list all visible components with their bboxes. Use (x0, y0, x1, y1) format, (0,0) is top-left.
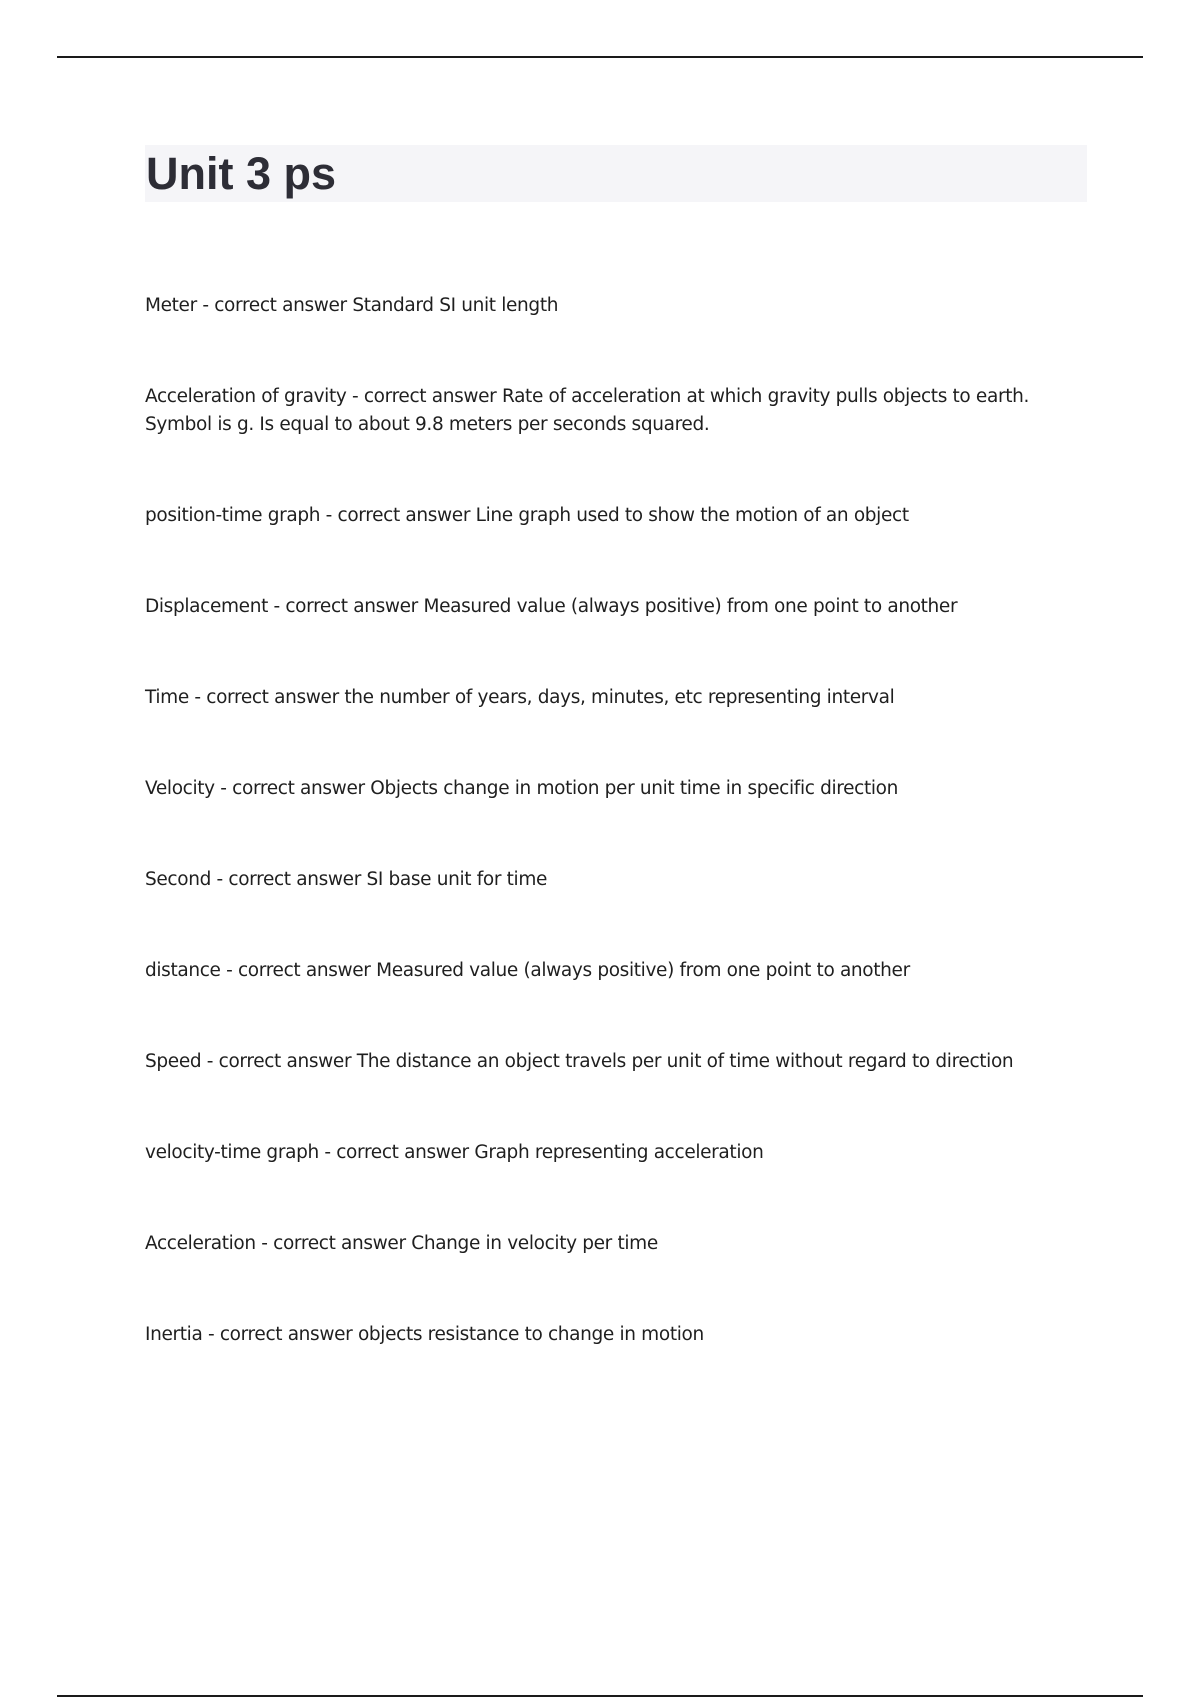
flashcard-entry: Speed - correct answer The distance an object travels per unit of time without regard to direction (145, 1051, 1014, 1072)
flashcard-entry: position-time graph - correct answer Line graph used to show the motion of an object (145, 505, 909, 526)
flashcard-entry: Acceleration of gravity - correct answer Rate of acceleration at which gravity pulls objects to earth. Symbol is g. Is equal to about 9.8 meters per seconds squared. (145, 386, 1030, 435)
header-rule (57, 56, 1143, 58)
flashcard-list (145, 292, 1055, 1412)
flashcard-entry: Inertia - correct answer objects resistance to change in motion (145, 1324, 704, 1345)
page-title: Unit 3 ps (146, 148, 337, 199)
flashcard-entry: Time - correct answer the number of years, days, minutes, etc representing interval (145, 687, 895, 708)
footer-rule (57, 1695, 1143, 1697)
flashcard-entry: Velocity - correct answer Objects change in motion per unit time in specific direction (145, 778, 899, 799)
flashcard-entry: distance - correct answer Measured value (always positive) from one point to another (145, 960, 910, 981)
flashcard-entry: Displacement - correct answer Measured value (always positive) from one point to another (145, 596, 958, 617)
title-band (145, 145, 1087, 202)
flashcard-entry: velocity-time graph - correct answer Graph representing acceleration (145, 1142, 764, 1163)
flashcard-entry: Meter - correct answer Standard SI unit length (145, 295, 559, 316)
flashcard-entry: Second - correct answer SI base unit for time (145, 869, 548, 890)
flashcard-entry: Acceleration - correct answer Change in velocity per time (145, 1233, 658, 1254)
